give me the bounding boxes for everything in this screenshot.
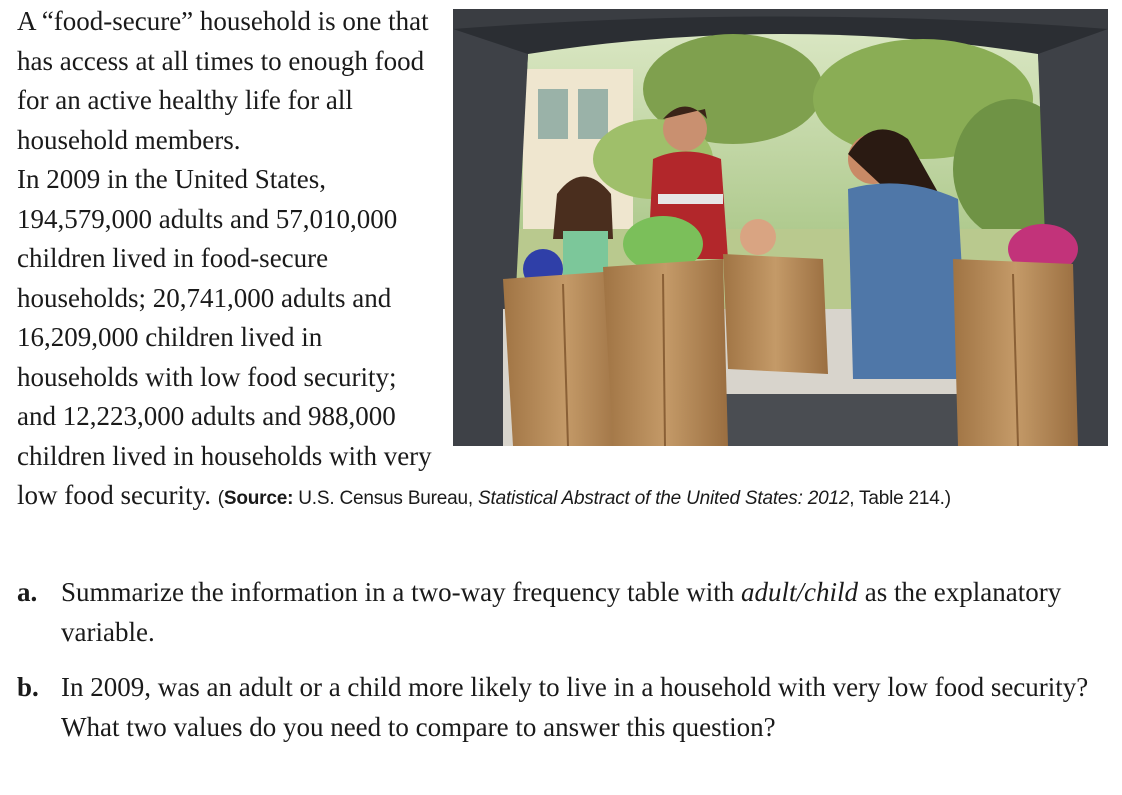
source-label: Source: [223,488,294,509]
question-a [17,573,1107,652]
question-a-pre: Summarize the information in a two-way frequency table with [61,577,742,607]
food-secure-definition: A “food-secure” household is one that has access at all times to enough food for an active healthy life for all household members. [17,6,429,155]
source-rest: , Table 214.) [849,488,951,509]
question-b-text: In 2009, was an adult or a child more likely to live in a household with very low food security? What two values do you need to compare to answer this question? [61,672,1089,742]
intro-text [17,2,1122,519]
question-b [17,668,1107,747]
question-a-text [17,573,1107,652]
question-b-letter: b. [17,672,39,702]
source-citation [218,488,951,509]
statistics-paragraph: In 2009 in the United States, 194,579,000 adults and 57,010,000 children lived in food-secure households; 20,741,000 adults and 16,209,000 children lived in households with low food security; and 12,223,000 adults and 988,000 children lived in households with very low food security. [17,164,432,510]
question-a-post: as the explanatory variable. [61,577,1062,647]
source-org: U.S. Census Bureau, [293,488,479,509]
source-open-paren: ( [217,488,224,509]
question-a-emphasis: adult/child [741,577,859,607]
photo-spacer [442,2,1122,456]
question-a-letter: a. [17,577,38,607]
source-title: Statistical Abstract of the United States: 2012 [478,488,850,509]
